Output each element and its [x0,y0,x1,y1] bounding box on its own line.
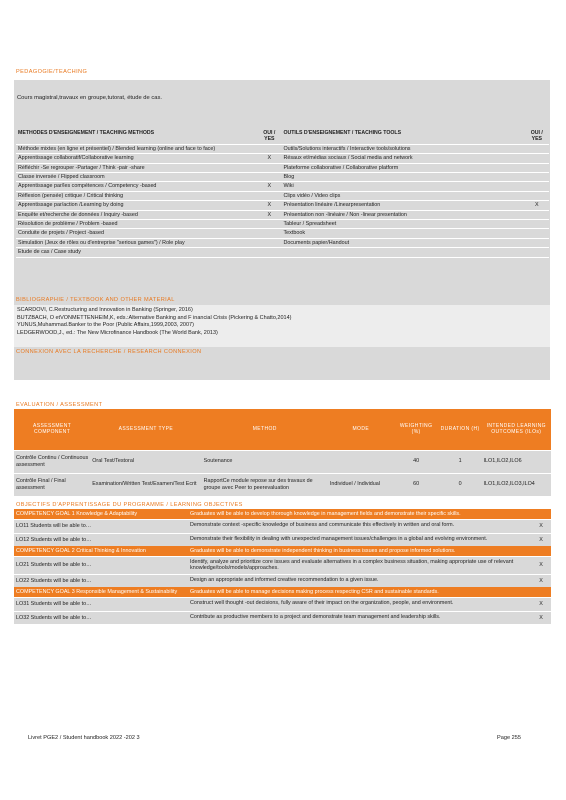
objectives-table [14,509,551,624]
objectives-title: OBJECTIFS D'APPRENTISSAGE DU PROGRAMME / LEARNING OBJECTIVES [16,502,243,508]
tool-yes-mark [525,229,549,238]
method-label: Réfléchir -Se regrouper -Partager / Think -pair -share [16,163,257,172]
tool-label: Clips vidéo / Video clips [281,191,524,200]
eval-type: Oral Test/Testoral [92,458,135,465]
learning-outcome-row [14,598,551,611]
methods-row [16,220,549,229]
method-label: Réflexion (pensée) critique / Critical thinking [16,191,257,200]
methods-row [16,229,549,238]
method-label: Simulation (Jeux de rôles ou d'entreprise "serious games") / Role play [16,238,257,247]
methods-row [16,201,549,210]
pedagogie-title: PEDAGOGIE/TEACHING [16,69,88,75]
competency-label: COMPETENCY GOAL 2 Critical Thinking & Innovation [14,546,188,557]
competency-goal-text: Graduates will be able to develop thorough knowledge in management fields and demonstrate their specific skills. [188,509,551,520]
methods-row [16,248,549,257]
method-yes-mark [257,163,281,172]
lo-code: LO12 Students will be able to… [16,536,92,543]
competency-goal-row [14,587,551,598]
lo-mark: X [539,614,543,621]
tool-yes-mark [525,163,549,172]
tool-label: Tableur / Spreadsheet [281,220,524,229]
lo-text: Demonstrate context -specific knowledge of business and communicate this effectively in written and oral form. [190,522,455,529]
method-yes-mark [257,220,281,229]
bibliography-list [17,307,547,337]
evaluation-table [14,409,551,496]
method-yes-mark [257,238,281,247]
method-label: Enquête et/recherche de données / Inquiry -based [16,210,257,219]
eval-header-duration: DURATION (H) [440,426,480,433]
methods-row [16,163,549,172]
eval-header-mode: MODE [352,426,370,433]
method-label: Conduite de projets / Project -based [16,229,257,238]
pedagogie-text: Cours magistral,travaux en groupe,tutorat, étude de cas. [17,95,163,101]
eval-ilo: ILO1,ILO2,ILO3,ILO4 [483,481,535,488]
footer-page: Page 255 [497,735,521,741]
tool-yes-mark [525,210,549,219]
eval-duration: 0 [458,481,462,488]
eval-weight: 40 [413,458,420,465]
evaluation-title: EVALUATION / ASSESSMENT [16,402,103,408]
method-label: Apprentissage par/action /Learning by doing [16,201,257,210]
tool-yes-mark [525,220,549,229]
footer-left: Livret PGE2 / Student handbook 2022 -202 3 [28,735,140,741]
eval-duration: 1 [458,458,462,465]
tool-yes-mark [525,248,549,257]
method-yes-mark: X [257,154,281,163]
tool-label: Résaux et/médias sociaux / Social media and network [281,154,524,163]
bibliography-item: LEDGERWOOD,J., ed.: The New Microfinance Handbook (The World Bank, 2013) [17,329,218,336]
method-label: Classe inversée / Flipped classroom [16,173,257,182]
bibliography-title: BIBLIOGRAPHIE / TEXTBOOK AND OTHER MATERIAL [16,297,175,303]
learning-outcome-row [14,611,551,624]
methods-row [16,154,549,163]
competency-label: COMPETENCY GOAL 3 Responsible Management & Sustainability [14,587,188,598]
eval-header-type: ASSESSMENT TYPE [118,426,174,433]
evaluation-row [14,450,551,473]
eval-component: Contrôle Final / Final assessment [16,478,66,491]
eval-header-ilo: INTENDED LEARNING OUTCOMES (ILOs) [486,423,546,436]
eval-method: Soutenance [203,458,233,465]
methods-row [16,191,549,200]
method-label: Résolution de problème / Problem -based [16,220,257,229]
tool-label: Textbook [281,229,524,238]
bibliography-item: SCARDOVI, C.Restructuring and Innovation in Banking (Springer, 2016) [17,307,193,313]
method-label: Apprentissage collaboratif/Collaborative learning [16,154,257,163]
competency-goal-row [14,546,551,557]
method-yes-mark [257,144,281,153]
method-yes-mark: X [257,182,281,191]
method-label: Apprentissage par/les compétences / Competency -based [16,182,257,191]
tool-label: Documents papier/Handout [281,238,524,247]
lo-text: Demonstrate their flexibility in dealing with unexpected management issues/challenges in a global and evolving environment. [190,535,488,542]
lo-code: LO21 Students will be able to… [16,562,92,569]
eval-method: RapportCe module repose sur des travaux de groupe avec Peer to peerevaluation [203,478,313,491]
eval-header-component: ASSESSMENT COMPONENT [33,423,72,436]
tool-label [281,248,524,257]
methods-header: METHODES D'ENSEIGNEMENT / TEACHING METHODS [16,128,257,144]
bibliography-item: YUNUS,Muhammad.Banker to the Poor (Public Affairs,1999,2003, 2007) [17,322,194,329]
methods-row [16,144,549,153]
learning-outcome-row [14,557,551,575]
lo-text: Design an appropriate and informed creative recommendation to a given issue. [190,576,379,583]
tool-label: Présentation linéaire /Linearpresentation [281,201,524,210]
eval-header-weighting: WEIGHTING (%) [399,423,433,436]
connexion-title: CONNEXION AVEC LA RECHERCHE / RESEARCH CONNEXION [16,349,202,355]
method-yes-mark: X [257,210,281,219]
method-yes-mark [257,191,281,200]
eval-ilo: ILO1,ILO2,ILO6 [483,458,522,465]
methods-table [16,128,549,258]
methods-row [16,182,549,191]
tool-yes-mark [525,191,549,200]
methods-row [16,173,549,182]
method-label: Méthode mixtes (en ligne et présentiel) / Blended learning (online and face to face) [16,144,257,153]
lo-text: Identify, analyze and prioritize core issues and evaluate alternatives in a complex business situation, making appropriate use of relevant knowledge/tools/models/approaches. [190,559,514,572]
competency-label: COMPETENCY GOAL 1 Knowledge & Adaptability [14,509,188,520]
lo-code: LO31 Students will be able to… [16,601,92,608]
eval-type: Examination/Written Test/Examen/Test Ecrit [92,481,197,488]
method-yes-mark [257,248,281,257]
tool-label: Wiki [281,182,524,191]
methods-yes-header: OUI / YES [257,128,281,144]
tool-label: Présentation non -linéaire / Non -linear presentation [281,210,524,219]
tool-yes-mark [525,182,549,191]
method-label: Etude de cas / Case study [16,248,257,257]
tool-label: Plateforme collaborative / Collaborative platform [281,163,524,172]
learning-outcome-row [14,520,551,533]
bibliography-item: BUTZBACH, O etVONMETTENHEIM,K, eds.:Alternative Banking and F inancial Crisis (Pickering & Chatto,2014) [17,314,292,321]
lo-code: LO32 Students will be able to… [16,614,92,621]
tool-label: Blog [281,173,524,182]
lo-mark: X [539,562,543,569]
eval-component: Contrôle Continu / Continuous assessment [16,454,89,468]
tool-yes-mark [525,154,549,163]
eval-header-method: METHOD [252,426,277,433]
tools-yes-header: OUI / YES [525,128,549,144]
competency-goal-text: Graduates will be able to manage decisions making process respecting CSR and sustainable standards. [188,587,551,598]
methods-row [16,238,549,247]
method-yes-mark [257,229,281,238]
tool-yes-mark [525,144,549,153]
lo-mark: X [539,601,543,608]
eval-weight: 60 [413,481,420,488]
eval-mode: Individuel / Individual [329,481,380,488]
method-yes-mark: X [257,201,281,210]
learning-outcome-row [14,533,551,546]
lo-text: Contribute as productive members to a project and demonstrate team management and leadership skills. [190,613,441,620]
lo-code: LO22 Students will be able to… [16,577,92,584]
evaluation-row [14,473,551,496]
lo-mark: X [539,536,543,543]
lo-mark: X [539,577,543,584]
eval-mode [328,450,394,473]
tool-yes-mark [525,238,549,247]
competency-goal-row [14,509,551,520]
tool-label: Outils/Solutions interactifs / Interactive tools/solutions [281,144,524,153]
tool-yes-mark [525,173,549,182]
competency-goal-text: Graduates will be able to demonstrate independent thinking in business issues and propose informed solutions. [188,546,551,557]
lo-code: LO11 Students will be able to… [16,523,92,530]
tool-yes-mark: X [525,201,549,210]
method-yes-mark [257,173,281,182]
tools-header: OUTILS D'ENSEIGNEMENT / TEACHING TOOLS [281,128,524,144]
learning-outcome-row [14,574,551,587]
lo-mark: X [539,523,543,530]
methods-row [16,210,549,219]
lo-text: Construct well thought -out decisions, fully aware of their impact on the organization, people, and environment. [190,600,454,607]
